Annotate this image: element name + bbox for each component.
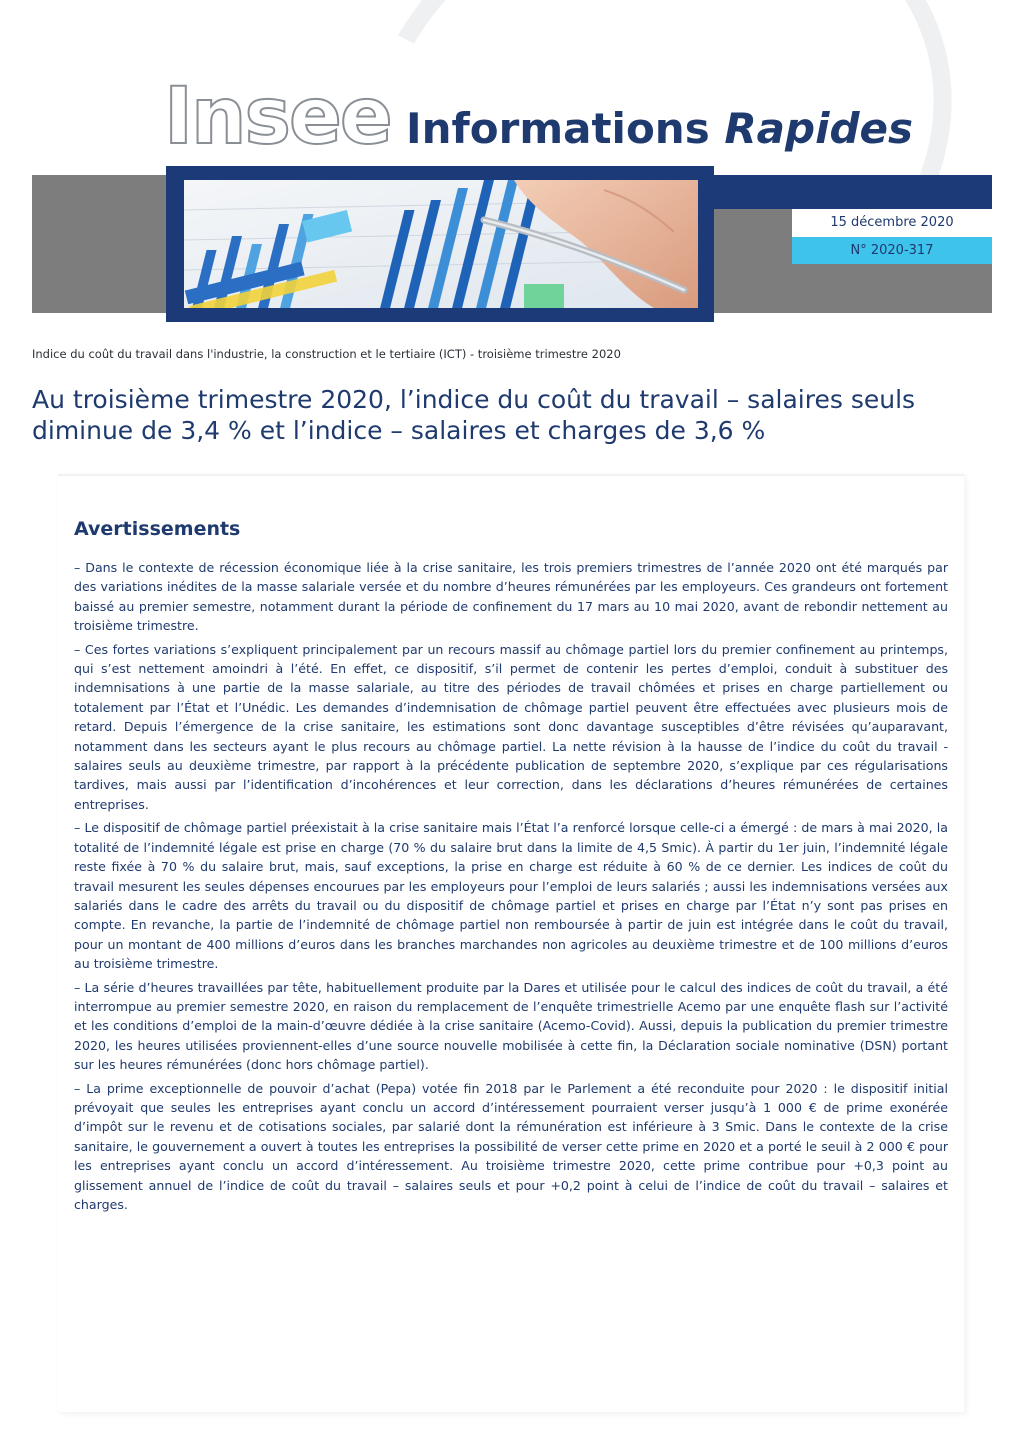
warning-paragraph-3: – Le dispositif de chômage partiel préexistait à la crise sanitaire mais l’État l’a renforcé lorsque celle-ci a émergé : de mars à mai 2020, la totalité de l’indemnité légale est prise en charge (70 % du salaire brut dans la limite de 4,5 Smic). À partir du 1er juin, l’indemnité légale reste fixée à 70 % du salaire brut, mais, sauf exceptions, la prise en charge est réduite à 60 % de ce dernier. Les indices de coût du travail mesurent les seules dépenses encourues par les employeurs pour l’emploi de leurs salariés ; aussi les indemnisations versées aux salariés dans le cadre des arrêts du travail ou du dispositif de chômage partiel et prises en charge par l’État n’y sont pas prises en compte. En revanche, la partie de l’indemnité de chômage partiel non remboursée à partir de juin est intégrée dans le coût du travail, pour un montant de 400 millions d’euros dans les branches marchandes non agricoles au deuxième trimestre et de 100 millions d’euros au troisième trimestre. <box>74 820 948 972</box>
issue-number: N° 2020-317 <box>792 237 992 264</box>
warning-paragraph-1: – Dans le contexte de récession économique liée à la crise sanitaire, les trois premiers trimestres de l’année 2020 ont été marqués par des variations inédites de la masse salariale versée et du nombre d’heures rémunérées par les employeurs. Ces grandeurs ont fortement baissé au premier semestre, notamment durant la période de confinement du 17 mars au 10 mai 2020, avant de rebondir nettement au troisième trimestre. <box>74 560 948 634</box>
warnings-body <box>74 558 948 1218</box>
warning-paragraph-5: – La prime exceptionnelle de pouvoir d’achat (Pepa) votée fin 2018 par le Parlement a été reconduite pour 2020 : le dispositif initial prévoyait que seules les entreprises ayant conclu un accord d’intéressement pourraient verser jusqu’à 1 000 € de prime exonérée d’impôt sur le revenu et de cotisations sociales, par salarié dont la rémunération est inférieure à 3 Smic. Dans le contexte de la crise sanitaire, le gouvernement a ouvert à toutes les entreprises la possibilité de verser cette prime en 2020 et a porté le seuil à 2 000 € pour les entreprises ayant conclu un accord d’intéressement. Au troisième trimestre 2020, cette prime contribue pour +0,3 point au glissement annuel de l’indice de coût du travail – salaires seuls et pour +0,2 point à celui de l’indice de coût du travail – salaires et charges. <box>74 1080 948 1212</box>
document-subtitle: Indice du coût du travail dans l'industrie, la construction et le tertiaire (ICT) - troisième trimestre 2020 <box>32 347 621 361</box>
series-title-main: Informations <box>406 104 710 153</box>
header-photo-chart-and-pen <box>184 180 698 308</box>
document-headline: Au troisième trimestre 2020, l’indice du coût du travail – salaires seuls diminue de 3,4 % et l’indice – salaires et charges de 3,6 % <box>32 385 916 445</box>
insee-logo: Insee <box>164 72 391 162</box>
warning-paragraph-2: – Ces fortes variations s’expliquent principalement par un recours massif au chômage partiel lors du premier confinement au printemps, qui s’est nettement amoindri à l’été. En effet, ce dispositif, s’il permet de contenir les pertes d’emploi, conduit à substituer des indemnisations à une partie de la masse salariale, au titre des périodes de travail chômées et prises en charge partiellement ou totalement par l’État et l’Unédic. Les demandes d’indemnisation de chômage partiel peuvent être effectuées avec plusieurs mois de retard. Depuis l’émergence de la crise sanitaire, les estimations sont donc davantage susceptibles d’être révisées qu’auparavant, notamment dans les secteurs ayant le plus recours au chômage partiel. La nette révision à la hausse de l’indice du coût du travail - salaires seuls au deuxième trimestre, par rapport à la précédente publication de septembre 2020, s’explique par ces régularisations tardives, mais aussi par l’identification d’incohérences et leur correction, dans les déclarations d’heures rémunérées de certaines entreprises. <box>74 641 948 812</box>
warning-paragraph-4: – La série d’heures travaillées par tête, habituellement produite par la Dares et utilisée pour le calcul des indices de coût du travail, a été interrompue au premier semestre 2020, en raison du remplacement de l’enquête trimestrielle Acemo par une enquête flash sur l’activité et les conditions d’emploi de la main-d’œuvre dédiée à la crise sanitaire (Acemo-Covid). Aussi, depuis la publication du premier trimestre 2020, les heures utilisées proviennent-elles d’une source nouvelle mobilisée à cette fin, la Déclaration sociale nominative (DSN) portant sur les heures rémunérées (donc hors chômage partiel). <box>74 979 948 1073</box>
series-title-emphasis: Rapides <box>724 104 914 153</box>
series-title <box>406 104 914 153</box>
warnings-title: Avertissements <box>74 518 241 540</box>
header-navy-band <box>712 175 992 209</box>
publication-date: 15 décembre 2020 <box>792 209 992 237</box>
chart-and-pen-illustration <box>184 180 698 308</box>
